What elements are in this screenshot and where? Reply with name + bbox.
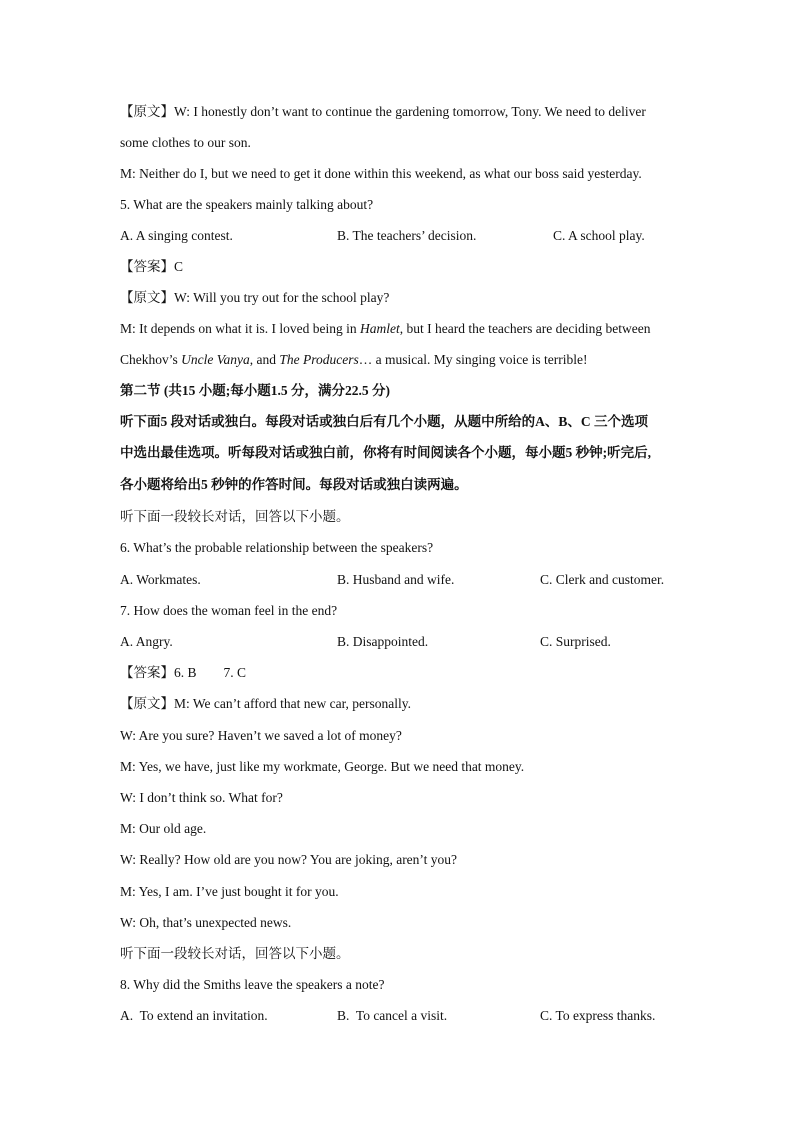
q7-option-a: A. Angry. (120, 634, 173, 649)
dialogue-line: W: Are you sure? Haven’t we saved a lot of money? (120, 728, 402, 743)
transcript-line (120, 351, 587, 369)
answer-5: 【答案】C (120, 259, 184, 274)
q6-option-b: B. Husband and wife. (337, 572, 455, 587)
q8-option-b: B. To cancel a visit. (337, 1008, 448, 1023)
dialogue-line: W: I don’t think so. What for? (120, 790, 283, 805)
instructions-line: 各小题将给出5 秒钟的作答时间。每段对话或独白读两遍。 (120, 477, 468, 492)
q7-option-c: C. Surprised. (540, 634, 611, 649)
q8-option-c: C. To express thanks. (540, 1008, 656, 1023)
transcript-line (120, 320, 650, 338)
q5-option-a: A. A singing contest. (120, 228, 233, 243)
question-8: 8. Why did the Smiths leave the speakers a note? (120, 977, 385, 992)
q5-option-c: C. A school play. (553, 228, 645, 243)
transcript-line: 【原文】W: I honestly don’t want to continue the gardening tomorrow, Tony. We need to deliver (120, 104, 646, 119)
title-hamlet: Hamlet (359, 321, 400, 336)
q6-option-c: C. Clerk and customer. (540, 572, 665, 587)
dialogue-line: M: Our old age. (120, 821, 207, 836)
listen-prompt: 听下面一段较长对话，回答以下小题。 (120, 509, 350, 524)
transcript-line: some clothes to our son. (120, 135, 251, 150)
text-run: M: It depends on what it is. I loved being in (120, 321, 360, 336)
dialogue-line: W: Really? How old are you now? You are joking, aren’t you? (120, 852, 458, 867)
answer-6-7: 【答案】6. B 7. C (120, 665, 247, 680)
text-run: , and (249, 352, 280, 367)
q5-option-b: B. The teachers’ decision. (337, 228, 477, 243)
dialogue-line: M: Yes, I am. I’ve just bought it for you. (120, 884, 339, 899)
listen-prompt: 听下面一段较长对话，回答以下小题。 (120, 946, 350, 961)
text-run: Chekhov’s (120, 352, 182, 367)
text-run: , but I heard the teachers are deciding between (399, 321, 651, 336)
dialogue-line: 【原文】M: We can’t afford that new car, personally. (120, 696, 412, 711)
instructions-line: 中选出最佳选项。听每段对话或独白前，你将有时间阅读各个小题，每小题5 秒钟;听完后, (120, 445, 651, 460)
question-7: 7. How does the woman feel in the end? (120, 603, 338, 618)
dialogue-line: M: Yes, we have, just like my workmate, George. But we need that money. (120, 759, 525, 774)
title-uncle-vanya: Uncle Vanya (181, 352, 250, 367)
instructions-line: 听下面5 段对话或独白。每段对话或独白后有几个小题，从题中所给的A、B、C 三个选项 (120, 414, 649, 429)
q6-option-a: A. Workmates. (120, 572, 201, 587)
title-the-producers: The Producers (279, 352, 359, 367)
q7-option-b: B. Disappointed. (337, 634, 429, 649)
q8-option-a: A. To extend an invitation. (120, 1008, 268, 1023)
section-heading: 第二节 (共15 小题;每小题1.5 分，满分22.5 分) (120, 383, 390, 398)
text-run: … a musical. My singing voice is terrible! (358, 352, 588, 367)
transcript-line: M: Neither do I, but we need to get it done within this weekend, as what our boss said yesterday. (120, 166, 642, 181)
question-5: 5. What are the speakers mainly talking about? (120, 197, 374, 212)
transcript-line: 【原文】W: Will you try out for the school play? (120, 290, 390, 305)
question-6: 6. What’s the probable relationship between the speakers? (120, 540, 434, 555)
dialogue-line: W: Oh, that’s unexpected news. (120, 915, 292, 930)
